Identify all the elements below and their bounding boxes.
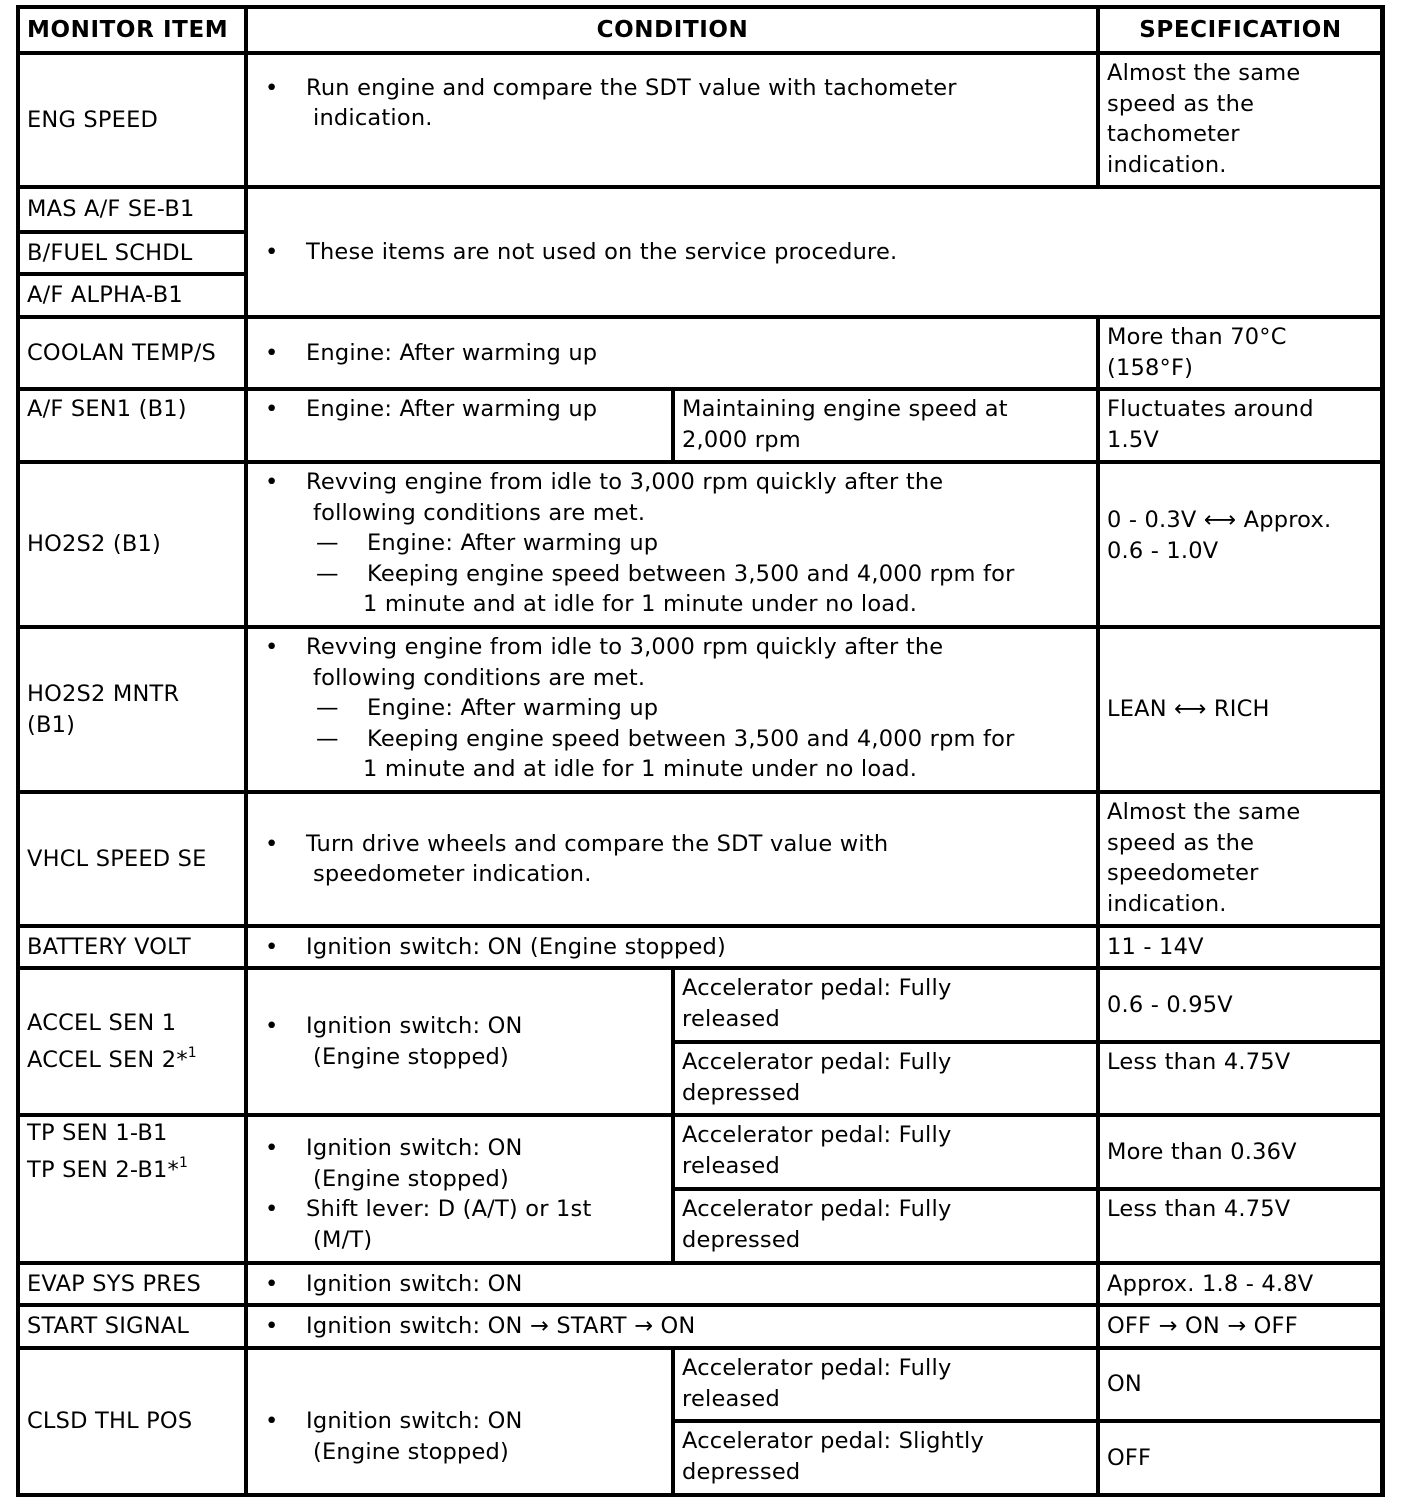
row-accel-sen-item [20,970,244,1113]
row-ho2s2-spec [1100,464,1380,625]
header-monitor-item [20,9,244,51]
row-tp-sen-sub2-spec [1100,1191,1380,1261]
subcondition-text: Accelerator pedal: Fully [682,1355,952,1381]
row-unused-condition [248,189,1380,315]
bullet-icon: • [265,830,279,857]
row-start-signal-condition [248,1307,1096,1346]
dash-icon: — [316,695,339,721]
spec-text: Almost the same [1107,799,1301,825]
spec-text: 11 - 14V [1107,933,1204,960]
row-tp-sen-item [20,1117,244,1261]
subcondition-text: Accelerator pedal: Fully [682,1049,952,1075]
monitor-item-label [27,1042,197,1079]
monitor-item-label: CLSD THL POS [27,1408,193,1435]
subcondition-text: released [682,1152,780,1179]
spec-text: speedometer [1107,860,1259,886]
row-coolan-temp-condition [248,319,1096,387]
row-accel-sen-sub2-spec [1100,1044,1380,1113]
monitor-item-label: A/F ALPHA-B1 [27,282,183,309]
row-clsd-thl-item [20,1350,244,1493]
spec-text: Fluctuates around [1107,396,1314,422]
header-condition-label: CONDITION [596,16,749,43]
row-tp-sen-sub1-condition [675,1117,1096,1187]
subcondition-text: Maintaining engine speed at [682,396,1008,422]
row-af-sen1-subcondition [675,391,1096,460]
condition-text: Engine: After warming up [367,695,659,721]
row-accel-sen-sub2-condition [675,1044,1096,1113]
row-af-sen1-spec [1100,391,1380,460]
row-af-sen1-condition [248,391,671,460]
bullet-icon: • [265,1196,279,1222]
bullet-icon: • [265,238,279,265]
monitor-item-label: A/F SEN1 (B1) [27,396,187,422]
condition-text: (Engine stopped) [313,1043,510,1070]
monitor-item-label: ACCEL SEN 1 [27,1009,177,1036]
subcondition-text: depressed [682,1079,801,1106]
row-battery-item [20,928,244,966]
row-af-sen1-item [20,391,244,460]
row-coolan-temp-item [20,319,244,387]
subcondition-text: released [682,1005,780,1032]
condition-text: Ignition switch: ON (Engine stopped) [306,933,726,960]
condition-text: Shift lever: D (A/T) or 1st [306,1196,592,1222]
condition-text: Engine: After warming up [306,339,598,366]
spec-text: 0.6 - 0.95V [1107,991,1233,1018]
monitor-item-label: TP SEN 1-B1 [27,1120,168,1146]
condition-text: Ignition switch: ON [306,1270,523,1297]
condition-text: indication. [313,105,433,131]
dash-icon: — [316,560,339,587]
monitor-item-label: START SIGNAL [27,1313,190,1340]
row-accel-sen-sub1-spec [1100,970,1380,1040]
monitor-item-label: COOLAN TEMP/S [27,339,216,366]
row-eng-speed-spec [1100,55,1380,185]
bullet-icon: • [265,1135,279,1161]
header-condition [248,9,1096,51]
bullet-icon: • [265,634,279,660]
row-clsd-thl-condition [248,1350,671,1493]
spec-text: indication. [1107,151,1227,178]
condition-text: Ignition switch: ON [306,1013,523,1039]
row-eng-speed-item [20,55,244,185]
row-clsd-thl-sub2-condition [675,1423,1096,1493]
spec-text: 0.6 - 1.0V [1107,537,1219,564]
bullet-icon: • [265,933,279,960]
spec-text: speed as the [1107,829,1255,856]
monitor-item-text: TP SEN 2-B1* [27,1157,179,1183]
condition-text: Run engine and compare the SDT value with tachometer [306,74,957,101]
bullet-icon: • [265,1013,279,1039]
footnote-marker: 1 [187,1044,197,1061]
bullet-icon: • [265,74,279,101]
spec-text: LEAN ⟷ RICH [1107,696,1270,723]
spec-text: indication. [1107,890,1227,917]
row-eng-speed-condition [248,55,1096,185]
subcondition-text: Accelerator pedal: Fully [682,975,952,1001]
condition-text: following conditions are met. [313,664,646,691]
row-clsd-thl-sub1-spec [1100,1350,1380,1419]
row-tp-sen-condition [248,1117,671,1261]
spec-text: More than 70°C [1107,324,1287,350]
condition-text: These items are not used on the service procedure. [306,238,898,265]
row-coolan-temp-spec [1100,319,1380,387]
bullet-icon: • [265,339,279,366]
monitor-spec-table [16,5,1385,1497]
row-evap-item [20,1265,244,1303]
condition-text: Engine: After warming up [367,530,659,556]
row-vhcl-speed-item [20,794,244,924]
bullet-icon: • [265,469,279,495]
subcondition-text: depressed [682,1226,801,1253]
condition-text: (Engine stopped) [313,1438,510,1465]
condition-text: (M/T) [313,1226,373,1253]
monitor-item-label: VHCL SPEED SE [27,845,207,872]
monitor-item-label: MAS A/F SE-B1 [27,196,195,223]
row-af-alpha-item [20,276,244,315]
row-vhcl-speed-spec [1100,794,1380,924]
spec-text: ON [1107,1371,1142,1398]
spec-text: 1.5V [1107,426,1159,453]
monitor-item-label: BATTERY VOLT [27,933,191,960]
subcondition-text: Accelerator pedal: Fully [682,1122,952,1148]
bullet-icon: • [265,1270,279,1297]
row-ho2s2-item [20,464,244,625]
monitor-item-label: ENG SPEED [27,106,159,133]
monitor-item-label: (B1) [27,711,76,738]
spec-text: Less than 4.75V [1107,1049,1291,1075]
bullet-icon: • [265,1408,279,1434]
spec-text: Less than 4.75V [1107,1196,1291,1222]
subcondition-text: Accelerator pedal: Fully [682,1196,952,1222]
row-battery-condition [248,928,1096,966]
row-clsd-thl-sub2-spec [1100,1423,1380,1493]
condition-text: Keeping engine speed between 3,500 and 4,000 rpm for [367,725,1015,752]
row-accel-sen-condition [248,970,671,1113]
spec-text: OFF [1107,1444,1152,1471]
row-ho2s2-mntr-condition [248,629,1096,790]
row-evap-condition [248,1265,1096,1303]
header-specification [1100,9,1380,51]
spec-text: More than 0.36V [1107,1138,1297,1165]
subcondition-text: Accelerator pedal: Slightly [682,1428,984,1454]
condition-text: 1 minute and at idle for 1 minute under no load. [363,591,918,617]
row-vhcl-speed-condition [248,794,1096,924]
row-tp-sen-sub1-spec [1100,1117,1380,1187]
monitor-item-label [27,1152,188,1189]
condition-text: speedometer indication. [313,861,592,887]
subcondition-text: depressed [682,1458,801,1485]
spec-text: 0 - 0.3V ⟷ Approx. [1107,507,1332,533]
row-start-signal-item [20,1307,244,1346]
row-clsd-thl-sub1-condition [675,1350,1096,1419]
spec-text: OFF → ON → OFF [1107,1313,1298,1340]
spec-text: tachometer [1107,121,1240,147]
footnote-marker: 1 [178,1155,189,1171]
row-mas-af-item [20,189,244,230]
monitor-item-label: B/FUEL SCHDL [27,239,193,266]
row-battery-spec [1100,928,1380,966]
condition-text: Engine: After warming up [306,396,598,422]
row-accel-sen-sub1-condition [675,970,1096,1040]
row-bfuel-item [20,234,244,272]
condition-text: Ignition switch: ON [306,1135,523,1161]
condition-text: Revving engine from idle to 3,000 rpm quickly after the [306,469,944,495]
bullet-icon: • [265,1313,279,1340]
dash-icon: — [316,725,339,752]
spec-text: speed as the [1107,90,1255,117]
condition-text: Keeping engine speed between 3,500 and 4,000 rpm for [367,560,1015,587]
monitor-item-label: HO2S2 MNTR [27,681,180,707]
monitor-item-text: ACCEL SEN 2* [27,1046,188,1073]
condition-text: Ignition switch: ON [306,1408,523,1434]
condition-text: 1 minute and at idle for 1 minute under no load. [363,756,918,782]
bullet-icon: • [265,396,279,422]
monitor-item-label: EVAP SYS PRES [27,1270,202,1297]
subcondition-text: released [682,1385,780,1412]
condition-text: Turn drive wheels and compare the SDT value with [306,830,889,857]
row-ho2s2-mntr-item [20,629,244,790]
row-start-signal-spec [1100,1307,1380,1346]
row-evap-spec [1100,1265,1380,1303]
spec-text: Approx. 1.8 - 4.8V [1107,1270,1314,1297]
condition-text: (Engine stopped) [313,1165,510,1192]
header-specification-label: SPECIFICATION [1139,16,1342,43]
header-monitor-item-label: MONITOR ITEM [27,16,229,43]
monitor-item-label: HO2S2 (B1) [27,531,162,558]
spec-text: (158°F) [1107,354,1194,381]
spec-text: Almost the same [1107,60,1301,86]
condition-text: Ignition switch: ON → START → ON [306,1313,696,1340]
row-tp-sen-sub2-condition [675,1191,1096,1261]
condition-text: following conditions are met. [313,499,646,526]
dash-icon: — [316,530,339,556]
row-ho2s2-condition [248,464,1096,625]
subcondition-text: 2,000 rpm [682,426,801,453]
row-ho2s2-mntr-spec [1100,629,1380,790]
condition-text: Revving engine from idle to 3,000 rpm quickly after the [306,634,944,660]
